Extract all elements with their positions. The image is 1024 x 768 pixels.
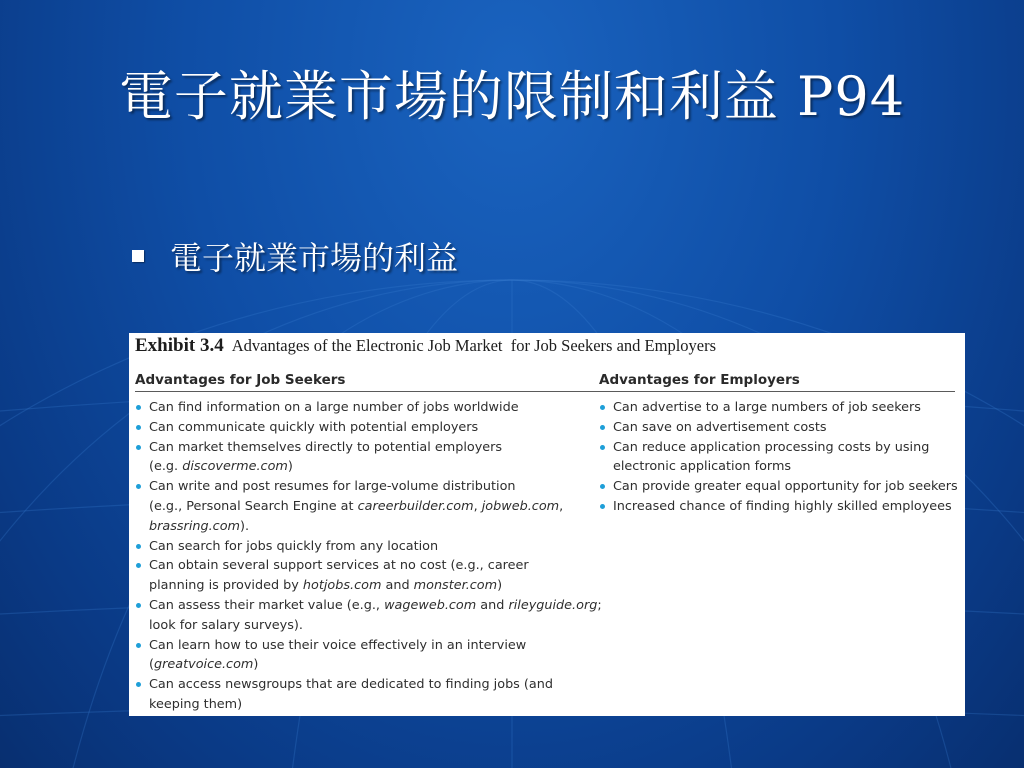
list-item-line: brassring.com). bbox=[149, 518, 250, 534]
bullet-dot-icon bbox=[136, 425, 141, 430]
exhibit-image bbox=[129, 333, 965, 716]
list-item-line: Can search for jobs quickly from any location bbox=[149, 538, 439, 554]
list-item-line: Can communicate quickly with potential employers bbox=[149, 419, 479, 435]
bullet-dot-icon bbox=[136, 682, 141, 687]
list-item-line: Can assess their market value (e.g., wageweb.com and rileyguide.org; bbox=[149, 597, 602, 613]
list-item-line: (greatvoice.com) bbox=[149, 657, 259, 673]
list-item-line: electronic application forms bbox=[613, 459, 792, 475]
list-item-line: look for salary surveys). bbox=[149, 617, 303, 633]
bullet-item bbox=[132, 232, 458, 280]
list-item bbox=[135, 636, 599, 676]
list-item bbox=[135, 596, 602, 636]
list-item bbox=[135, 556, 599, 596]
list-item bbox=[599, 477, 958, 497]
list-item-line: Can learn how to use their voice effectively in an interview bbox=[149, 637, 527, 653]
list-item bbox=[599, 398, 955, 418]
list-item bbox=[599, 438, 955, 478]
list-item-line: Can reduce application processing costs by using bbox=[613, 439, 930, 455]
list-item-line: keeping them) bbox=[149, 696, 243, 712]
list-item-line: (e.g., Personal Search Engine at careerbuilder.com, jobweb.com, bbox=[149, 498, 564, 514]
bullet-dot-icon bbox=[600, 504, 605, 509]
list-item-line: Can market themselves directly to potential employers bbox=[149, 439, 503, 455]
list-item-line: Increased chance of finding highly skilled employees bbox=[613, 498, 952, 514]
bullet-dot-icon bbox=[600, 425, 605, 430]
list-item-line: (e.g. discoverme.com) bbox=[149, 459, 293, 475]
bullet-dot-icon bbox=[600, 405, 605, 410]
slide-title: 電子就業市場的限制和利益 P94 bbox=[118, 65, 906, 128]
list-item bbox=[135, 438, 599, 478]
bullet-dot-icon bbox=[136, 484, 141, 489]
list-item-line: Can provide greater equal opportunity for job seekers bbox=[613, 479, 958, 495]
list-item-line: Can obtain several support services at no cost (e.g., career bbox=[149, 558, 529, 574]
bullet-dot-icon bbox=[136, 643, 141, 648]
bullet-text: 電子就業市場的利益 bbox=[170, 239, 459, 277]
bullet-dot-icon bbox=[136, 445, 141, 450]
job-seekers-column bbox=[135, 371, 602, 715]
list-item bbox=[599, 418, 955, 438]
exhibit-header bbox=[135, 333, 955, 365]
bullet-dot-icon bbox=[600, 445, 605, 450]
exhibit-caption: Advantages of the Electronic Job Market for Job Seekers and Employers bbox=[231, 336, 717, 355]
list-item-line: Can advertise to a large numbers of job seekers bbox=[613, 400, 921, 415]
bullet-dot-icon bbox=[136, 544, 141, 549]
square-bullet-icon bbox=[132, 250, 144, 262]
bullet-dot-icon bbox=[136, 603, 141, 608]
list-item bbox=[135, 537, 599, 557]
list-item-line: Can find information on a large number of jobs worldwide bbox=[149, 400, 519, 415]
bullet-dot-icon bbox=[600, 484, 605, 489]
list-item bbox=[135, 675, 599, 715]
list-item bbox=[135, 398, 599, 418]
job-seekers-list bbox=[135, 398, 602, 715]
list-item bbox=[135, 477, 599, 536]
list-item bbox=[599, 497, 955, 517]
bullet-dot-icon bbox=[136, 563, 141, 568]
list-item-line: Can save on advertisement costs bbox=[613, 419, 827, 435]
exhibit-number: Exhibit 3.4 bbox=[135, 335, 224, 356]
bullet-dot-icon bbox=[136, 405, 141, 410]
employers-list bbox=[599, 398, 958, 517]
employers-heading: Advantages for Employers bbox=[599, 371, 955, 392]
list-item-line: Can access newsgroups that are dedicated to finding jobs (and bbox=[149, 677, 553, 693]
list-item-line: Can write and post resumes for large-volume distribution bbox=[149, 479, 516, 495]
list-item bbox=[135, 418, 599, 438]
list-item-line: planning is provided by hotjobs.com and monster.com) bbox=[149, 578, 503, 594]
job-seekers-heading: Advantages for Job Seekers bbox=[135, 371, 599, 392]
employers-column bbox=[599, 371, 958, 715]
